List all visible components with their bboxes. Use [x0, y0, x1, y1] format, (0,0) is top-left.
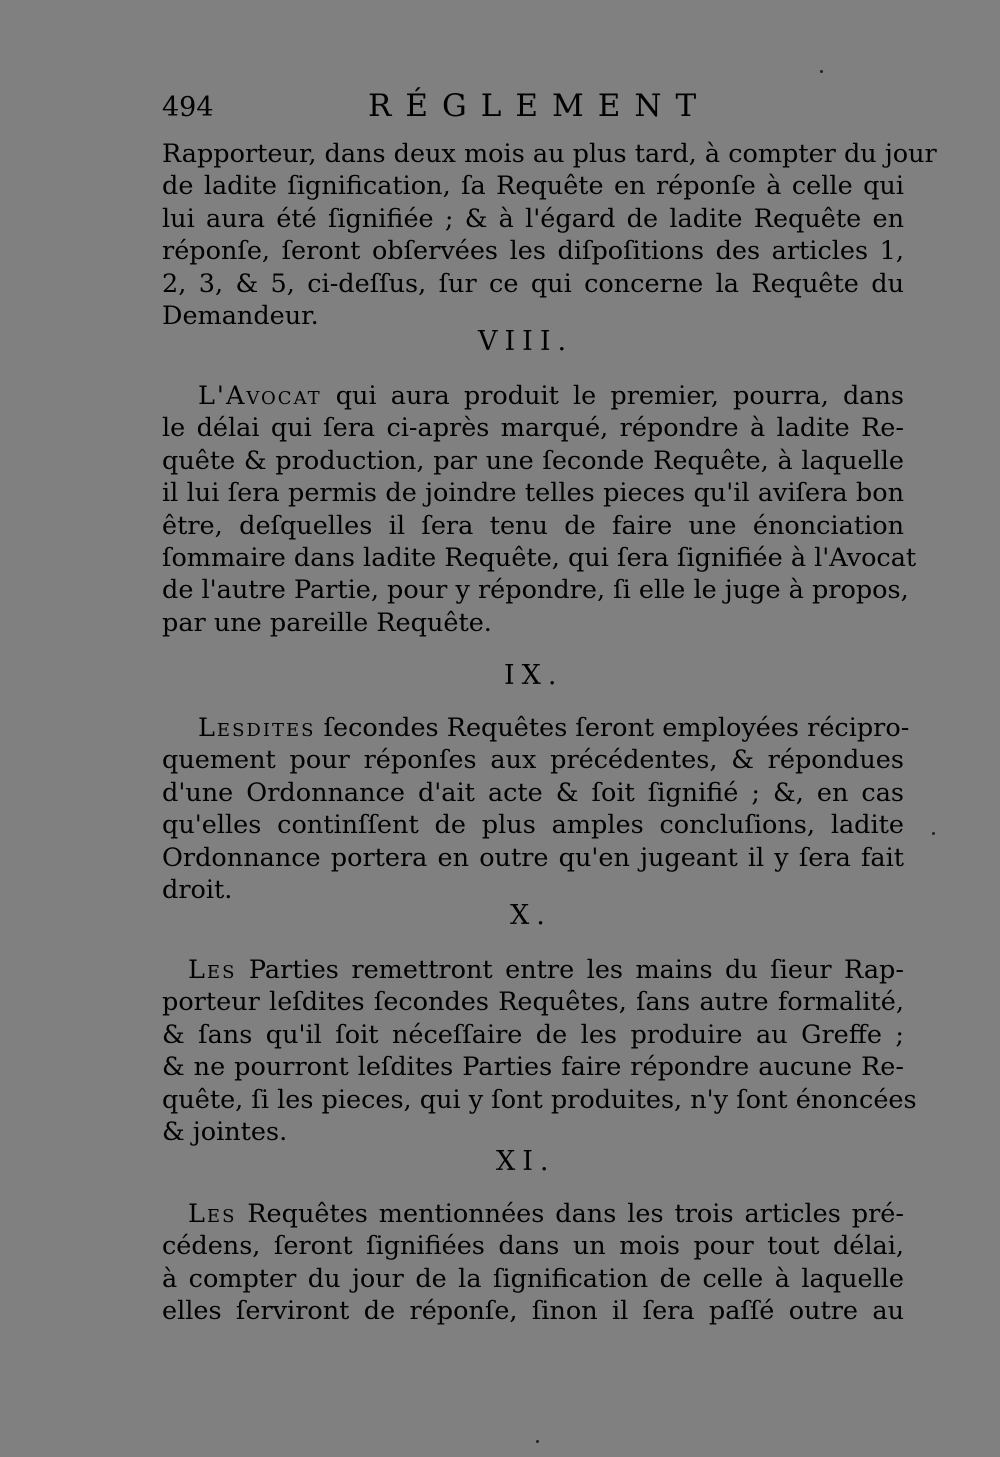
text-line: par une pareille Requête.	[162, 607, 492, 638]
text-line: qu'elles continſſent de plus amples concluſions, ladite	[162, 810, 904, 841]
text-line: elles ſerviront de réponſe, ſinon il ſera paſſé outre au	[162, 1296, 904, 1327]
text-line: Demandeur.	[162, 300, 319, 331]
text-line: d'une Ordonnance d'ait acte & ſoit ſignifié ; &, en cas	[162, 777, 904, 808]
article-9-paragraph	[162, 712, 910, 906]
article-heading-8: VIII.	[478, 326, 574, 357]
page-header	[162, 88, 904, 128]
article-10-paragraph	[162, 954, 917, 1148]
continuation-paragraph	[162, 138, 937, 332]
scan-speck	[820, 70, 823, 73]
article-heading-11: XI.	[496, 1146, 556, 1177]
text-line: & ſans qu'il ſoit néceſſaire de les produire au Greffe ;	[162, 1019, 904, 1050]
text-line: porteur leſdites ſecondes Requêtes, ſans autre formalité,	[162, 987, 904, 1018]
text-line: réponſe, ſeront obſervées les diſpoſitions des articles 1,	[162, 236, 904, 267]
running-title: RÉGLEMENT	[368, 88, 711, 124]
article-heading-9: IX.	[504, 660, 564, 691]
scan-speck	[536, 1440, 539, 1443]
page-number: 494	[162, 92, 214, 123]
article-11-paragraph	[162, 1198, 904, 1328]
text-line: de ladite ſignification, ſa Requête en réponſe à celle qui	[162, 171, 904, 202]
article-heading-10: X.	[510, 900, 552, 931]
text-line: quête, ſi les pieces, qui y ſont produites, n'y ſont énoncées	[162, 1084, 917, 1115]
text-line: le délai qui ſera ci-après marqué, répondre à ladite Re-	[162, 413, 904, 444]
text-line: à compter du jour de la ſignification de celle à laquelle	[162, 1263, 904, 1294]
text-line: quête & production, par une ſeconde Requête, à laquelle	[162, 445, 904, 476]
article-lead-word: Les	[188, 1199, 237, 1229]
article-lead-word: Lesdites	[198, 713, 316, 743]
text-line: Lesdites ſecondes Requêtes ſeront employées récipro-	[198, 713, 910, 743]
text-line: L'Avocat qui aura produit le premier, pourra, dans	[198, 381, 904, 411]
text-line: & ne pourront leſdites Parties faire répondre aucune Re-	[162, 1052, 904, 1083]
article-lead-word: Les	[188, 955, 237, 985]
text-line: quement pour réponſes aux précédentes, & répondues	[162, 745, 904, 776]
text-line: Ordonnance portera en outre qu'en jugeant il y ſera fait	[162, 842, 904, 873]
text-line: Les Requêtes mentionnées dans les trois articles pré-	[188, 1199, 904, 1229]
text-line: Rapporteur, dans deux mois au plus tard, à compter du jour	[162, 139, 937, 169]
text-line: cédens, ſeront ſignifiées dans un mois pour tout délai,	[162, 1231, 904, 1262]
text-line: 2, 3, & 5, ci-deſſus, ſur ce qui concerne la Requête du	[162, 268, 904, 299]
text-line: droit.	[162, 874, 233, 905]
scan-speck	[932, 832, 935, 835]
text-line: Les Parties remettront entre les mains du ſieur Rap-	[188, 955, 904, 985]
text-line: & jointes.	[162, 1116, 288, 1147]
text-line: il lui ſera permis de joindre telles pieces qu'il aviſera bon	[162, 478, 904, 509]
article-lead-word: L'Avocat	[198, 381, 322, 411]
text-line: ſommaire dans ladite Requête, qui ſera ſignifiée à l'Avocat	[162, 542, 917, 573]
text-line: être, deſquelles il ſera tenu de faire une énonciation	[162, 510, 904, 541]
text-line: lui aura été ſignifiée ; & à l'égard de ladite Requête en	[162, 203, 904, 234]
article-8-paragraph	[162, 380, 917, 639]
text-line: de l'autre Partie, pour y répondre, ſi elle le juge à propos,	[162, 575, 909, 606]
